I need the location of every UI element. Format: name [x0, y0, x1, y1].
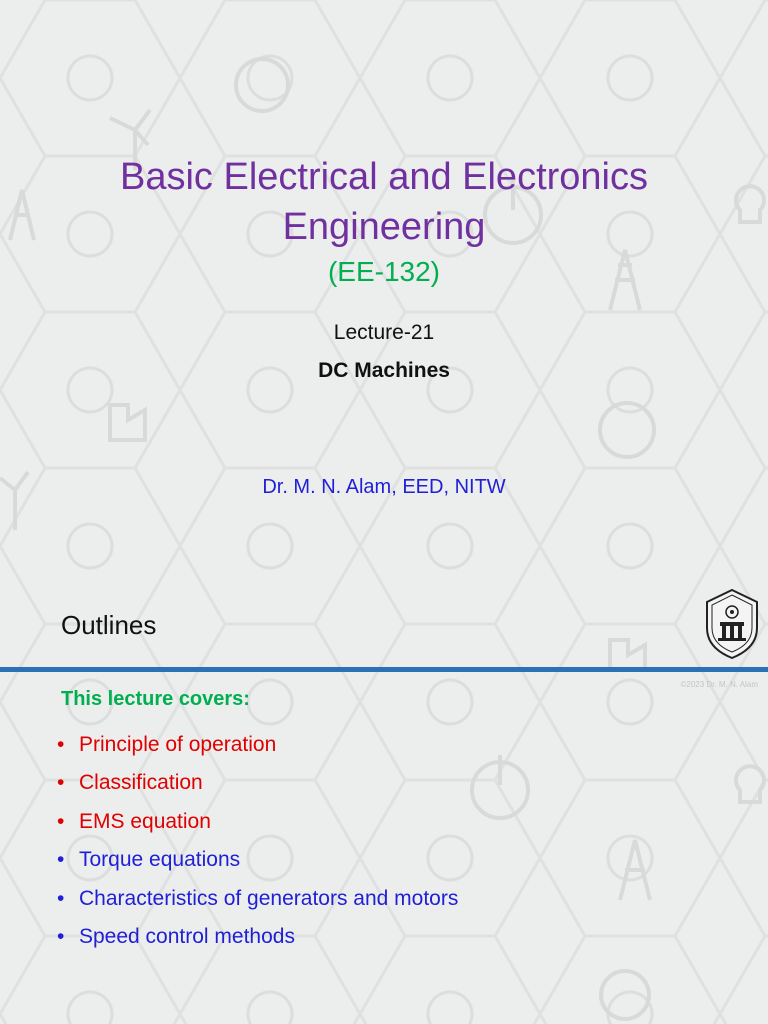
slide-title [0, 152, 768, 252]
title-line-2: Engineering [282, 206, 486, 248]
topic-list [57, 726, 458, 956]
list-item [57, 803, 458, 841]
list-item [57, 880, 458, 918]
list-item-text: Classification [79, 771, 203, 795]
lecture-topic: DC Machines [318, 359, 450, 382]
outline-subheading: This lecture covers: [61, 688, 250, 710]
copyright-note: ©2023 Dr. M. N. Alam [680, 680, 758, 689]
title-line-1: Basic Electrical and Electronics [120, 156, 648, 198]
list-item [57, 841, 458, 879]
list-item-text: Principle of operation [79, 733, 277, 756]
bullet-glyph: • [57, 771, 65, 795]
list-item [57, 726, 458, 764]
list-item-text: Characteristics of generators and motors [79, 886, 459, 910]
list-item [57, 764, 458, 802]
outline-heading: Outlines [61, 610, 157, 640]
list-item-text: Speed control methods [79, 925, 295, 949]
bullet-glyph: • [57, 925, 65, 949]
list-item [57, 918, 458, 956]
header-divider [0, 667, 768, 672]
course-code: (EE-132) [327, 256, 441, 287]
author-line: Dr. M. N. Alam, EED, NITW [262, 476, 506, 498]
list-item-text: EMS equation [79, 809, 211, 833]
bullet-glyph: • [57, 809, 65, 833]
institute-logo [703, 588, 761, 660]
bullet-glyph: • [57, 733, 65, 756]
list-item-text: Torque equations [79, 848, 241, 872]
lecture-number: Lecture-21 [333, 321, 435, 344]
outline-slide [0, 580, 768, 1024]
bullet-glyph: • [57, 886, 65, 910]
bullet-glyph: • [57, 848, 65, 872]
